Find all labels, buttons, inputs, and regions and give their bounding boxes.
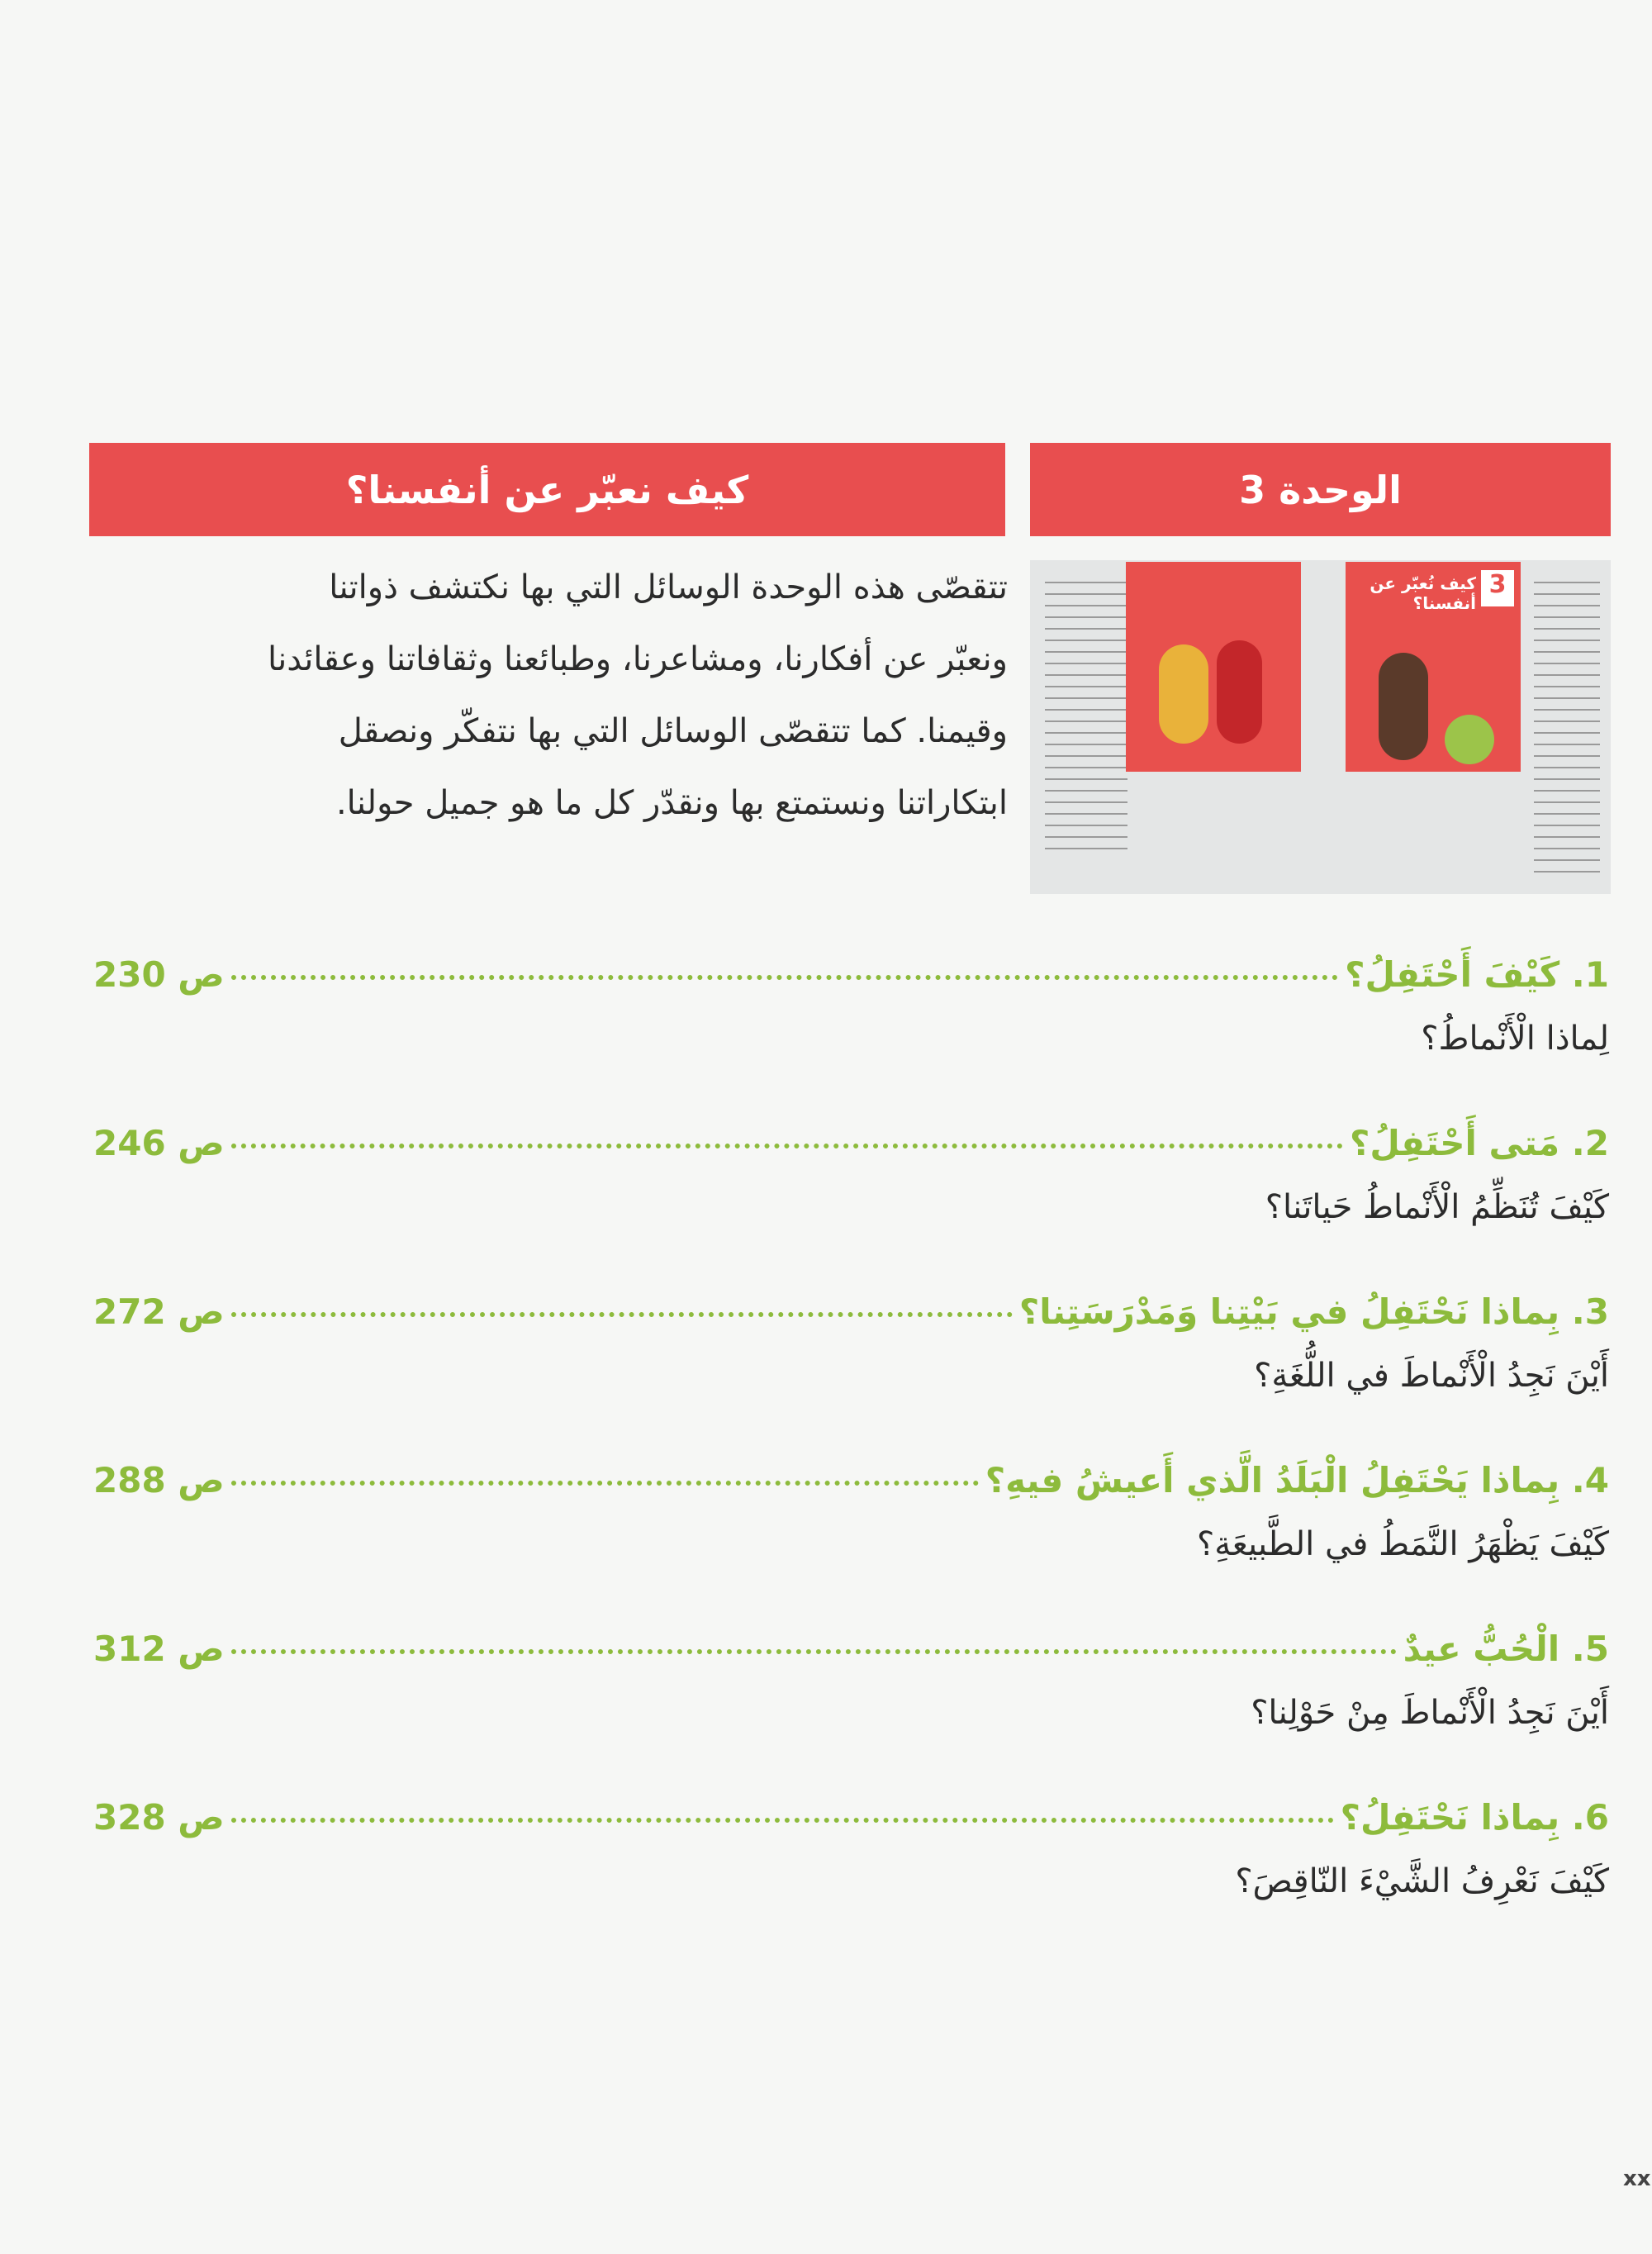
unit-description [132, 552, 1008, 839]
text-column [1534, 577, 1600, 882]
unit-preview-thumbnail [1030, 560, 1611, 894]
entry-page: ص 230 [93, 954, 225, 995]
description-line: تتقصّى هذه الوحدة الوسائل التي بها نكتشف ذواتنا [329, 568, 1008, 606]
toc-entry[interactable] [93, 1291, 1609, 1395]
entry-page: ص 312 [93, 1629, 225, 1669]
dot-leader [231, 975, 1338, 980]
unit-title-banner [89, 443, 1005, 536]
toc-entry[interactable] [93, 1629, 1609, 1732]
child-figure-icon [1159, 644, 1208, 744]
entry-subtitle: أَيْنَ نَجِدُ الْأَنْماطَ مِنْ حَوْلِنا؟ [1251, 1694, 1609, 1732]
entry-title: 3. بِماذا نَحْتَفِلُ في بَيْتِنا وَمَدْرَسَتِنا؟ [1018, 1291, 1609, 1332]
preview-page-illustration [1126, 562, 1301, 772]
thumbnail-title: كيف نُعبّر عن أنفسنا؟ [1370, 573, 1476, 613]
entry-subtitle: كَيْفَ نَعْرِفُ الشَّيْءَ النّاقِصَ؟ [1235, 1862, 1609, 1900]
toc-entry[interactable] [93, 1460, 1609, 1563]
text-column [1045, 577, 1127, 858]
entry-title: 1. كَيْفَ أَحْتَفِلُ؟ [1345, 954, 1609, 995]
description-line: وقيمنا. كما تتقصّى الوسائل التي بها نتفكّر ونصقل [338, 712, 1008, 750]
dot-leader [231, 1649, 1397, 1654]
dot-leader [231, 1312, 1013, 1317]
entry-title: 2. مَتى أَحْتَفِلُ؟ [1350, 1123, 1609, 1163]
dot-leader [231, 1144, 1343, 1148]
entry-title: 5. الْحُبُّ عيدٌ [1403, 1629, 1609, 1669]
child-figure-icon [1379, 653, 1428, 760]
toc-entry[interactable] [93, 1123, 1609, 1226]
description-line: ابتكاراتنا ونستمتع بها ونقدّر كل ما هو جميل حولنا. [335, 784, 1008, 822]
preview-page-cover [1346, 562, 1521, 772]
entry-title: 4. بِماذا يَحْتَفِلُ الْبَلَدُ الَّذي أَعيشُ فيهِ؟ [985, 1460, 1609, 1500]
entry-subtitle: أَيْنَ نَجِدُ الْأَنْماطَ في اللُّغَةِ؟ [1254, 1357, 1609, 1395]
toc-entry[interactable] [93, 1797, 1609, 1900]
entry-subtitle: كَيْفَ تُنَظِّمُ الْأَنْماطُ حَياتَنا؟ [1265, 1188, 1609, 1226]
entry-page: ص 288 [93, 1460, 225, 1500]
unit-title: كيف نعبّر عن أنفسنا؟ [345, 467, 749, 512]
green-badge-icon [1445, 715, 1494, 764]
page-number: xx [1623, 2166, 1651, 2191]
dot-leader [231, 1818, 1334, 1823]
entry-subtitle: لِماذا الْأَنْماطُ؟ [1421, 1020, 1609, 1058]
dot-leader [231, 1481, 979, 1486]
description-line: ونعبّر عن أفكارنا، ومشاعرنا، وطبائعنا وثقافاتنا وعقائدنا [267, 640, 1008, 678]
child-figure-icon [1217, 640, 1262, 744]
unit-label: الوحدة 3 [1239, 467, 1402, 512]
unit-label-banner [1030, 443, 1611, 536]
entry-page: ص 328 [93, 1797, 225, 1838]
entry-title: 6. بِماذا نَحْتَفِلُ؟ [1340, 1797, 1609, 1838]
entry-subtitle: كَيْفَ يَظْهَرُ النَّمَطُ في الطَّبيعَةِ؟ [1197, 1525, 1609, 1563]
unit-number-badge: 3 [1481, 570, 1514, 606]
entry-page: ص 272 [93, 1291, 225, 1332]
toc-entry[interactable] [93, 954, 1609, 1058]
entry-page: ص 246 [93, 1123, 225, 1163]
